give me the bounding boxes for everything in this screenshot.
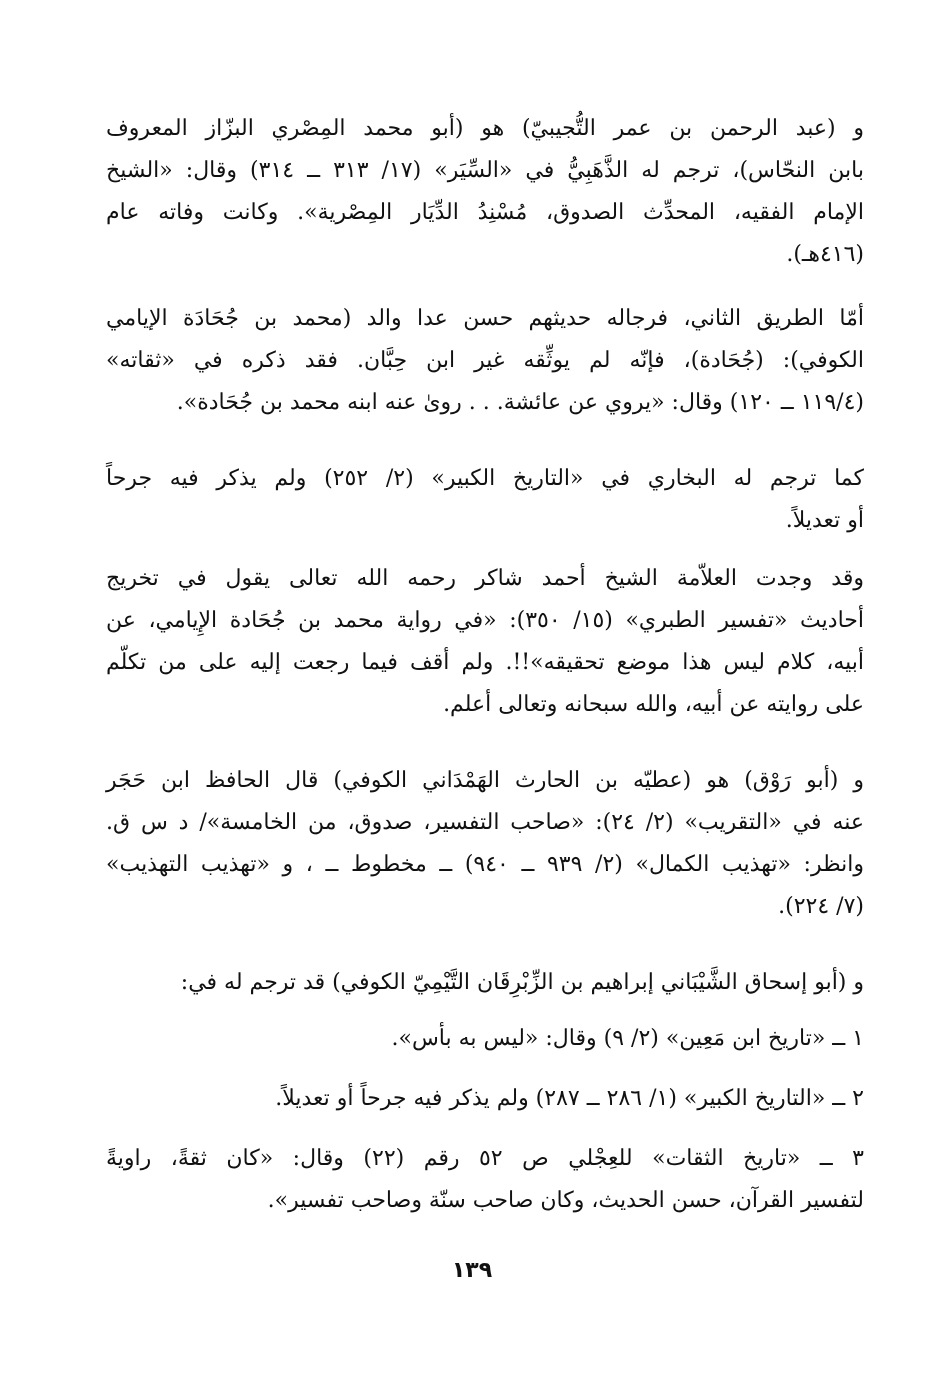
text-line: (٤١٦هـ). xyxy=(786,242,864,267)
list-item-3 xyxy=(106,1138,864,1222)
paragraph-bukhari xyxy=(106,458,864,542)
list-item-1 xyxy=(106,1018,864,1060)
text-line: على روايته عن أبيه، والله سبحانه وتعالى أعلم. xyxy=(443,692,864,717)
paragraph-tujibi xyxy=(106,108,864,276)
text-line: (٧/ ٢٢٤). xyxy=(778,894,864,919)
text-line: لتفسير القرآن، حسن الحديث، وكان صاحب سنّة وصاحب تفسير». xyxy=(267,1188,864,1213)
paragraph-abu-ishaq xyxy=(106,962,864,1004)
paragraph-second-route xyxy=(106,298,864,424)
list-item-2 xyxy=(106,1078,864,1120)
text-line: أو تعديلاً. xyxy=(785,508,864,533)
text-line: ١ ــ «تاريخ ابن مَعِين» (٢/ ٩) وقال: «ليس به بأس». xyxy=(391,1026,864,1051)
text-line: و (أبو رَوْق) هو (عطيّه بن الحارث الهَمْدَاني الكوفي) قال الحافظ ابن حَجَر xyxy=(106,768,864,793)
text-line: وقد وجدت العلاّمة الشيخ أحمد شاكر رحمه الله تعالى يقول في تخريج xyxy=(106,566,864,591)
text-line: أحاديث «تفسير الطبري» (١٥/ ٣٥٠): «في رواية محمد بن جُحَادة الإِيامي، عن xyxy=(106,608,864,633)
text-line: بابن النحّاس)، ترجم له الذَّهَبِيُّ في «السِّيَر» (١٧/ ٣١٣ ــ ٣١٤) وقال: «الشيخ xyxy=(106,158,864,183)
text-line: الإمام الفقيه، المحدِّث الصدوق، مُسْنِدُ الدِّيَار المِصْرية». وكانت وفاته عام xyxy=(106,200,864,225)
text-line: وانظر: «تهذيب الكمال» (٢/ ٩٣٩ ــ ٩٤٠) ــ مخطوط ــ ، و «تهذيب التهذيب» xyxy=(106,852,864,877)
page-number: ١٣٩ xyxy=(451,1258,493,1283)
paragraph-abu-rawq xyxy=(106,760,864,928)
text-line: (١١٩/٤ ــ ١٢٠) وقال: «يروي عن عائشة. . . روىٰ عنه ابنه محمد بن جُحَادة». xyxy=(176,390,864,415)
text-line: أبيه، كلام ليس هذا موضع تحقيقه»!!. ولم أقف فيما رجعت إليه على من تكلّم xyxy=(106,650,864,675)
paragraph-ahmad-shakir xyxy=(106,558,864,726)
text-line: و (أبو إسحاق الشَّيْبَاني إبراهيم بن الزِّبْرِقَان التَّيْمِيّ الكوفي) قد ترجم له في: xyxy=(180,970,864,995)
text-line: ٣ ــ «تاريخ الثقات» للعِجْلي ص ٥٢ رقم (٢٢) وقال: «كان ثقةً، راويةً xyxy=(106,1146,864,1171)
text-line: ٢ ــ «التاريخ الكبير» (١/ ٢٨٦ ــ ٢٨٧) ولم يذكر فيه جرحاً أو تعديلاً. xyxy=(275,1086,864,1111)
text-line: الكوفي): (جُحَادة)، فإنّه لم يوثِّقه غير ابن حِبَّان. فقد ذكره في «ثقاته» xyxy=(106,348,864,373)
text-line: عنه في «التقريب» (٢/ ٢٤): «صاحب التفسير، صدوق، من الخامسة»/ د س ق. xyxy=(106,810,865,835)
text-line: كما ترجم له البخاري في «التاريخ الكبير» (٢/ ٢٥٢) ولم يذكر فيه جرحاً xyxy=(106,466,864,491)
text-line: أمّا الطريق الثاني، فرجاله حديثهم حسن عدا والد (محمد بن جُحَادَة الإيامي xyxy=(106,306,864,331)
text-line: و (عبد الرحمن بن عمر التُّجيبيّ) هو (أبو محمد المِصْري البزّاز المعروف xyxy=(106,116,864,141)
